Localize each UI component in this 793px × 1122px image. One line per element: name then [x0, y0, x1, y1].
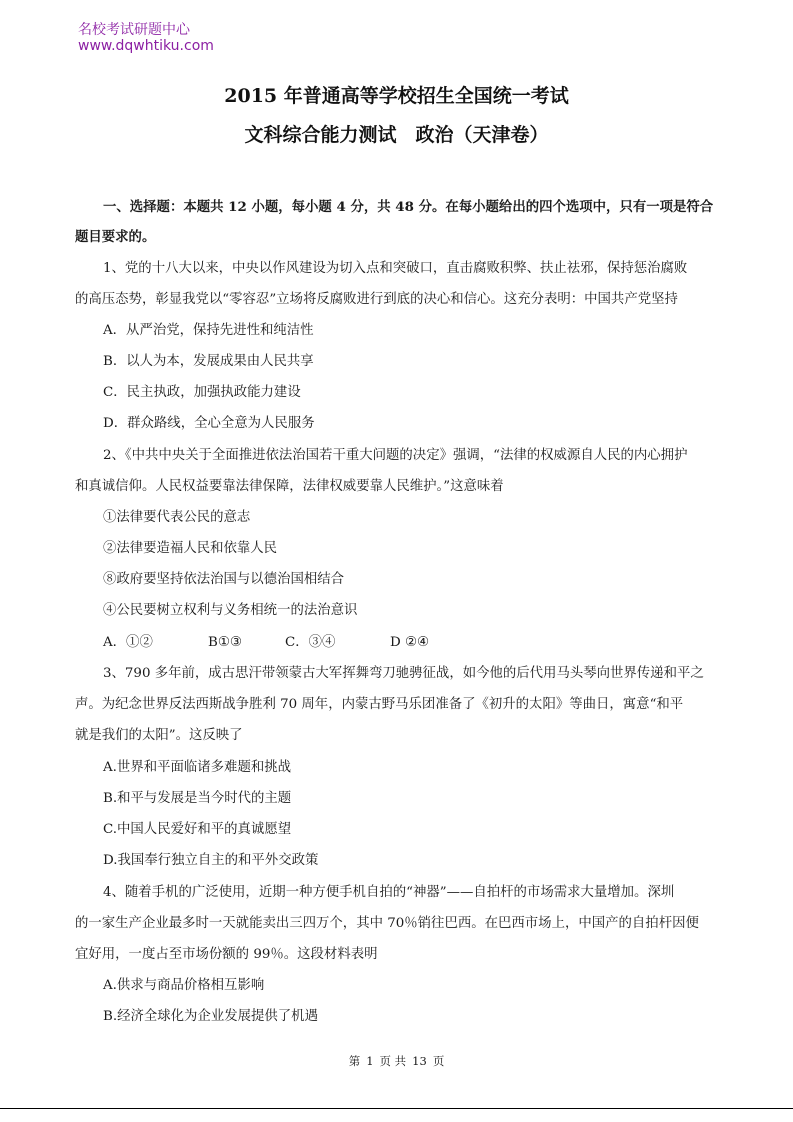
exam-title: 2015 年普通高等学校招生全国统一考试 — [224, 85, 569, 107]
q4-stem-cont: 的一家生产企业最多时一天就能卖出三四万个，其中 70％销往巴西。在巴西市场上，中国产的自拍杆因便 — [75, 916, 699, 931]
q1-option-c: C．民主执政，加强执政能力建设 — [103, 385, 301, 400]
footer-prefix: 第 — [348, 1054, 361, 1068]
q3-option-a: A.世界和平面临诸多难题和挑战 — [103, 760, 292, 775]
page-total: 13 — [412, 1054, 427, 1068]
q2-item-3: ⑧政府要坚持依法治国与以德治国相结合 — [103, 572, 345, 587]
q3-option-c: C.中国人民爱好和平的真诚愿望 — [103, 822, 292, 837]
q3-stem-cont: 声。为纪念世界反法西斯战争胜利 70 周年，内蒙古野马乐团准备了《初升的太阳》等曲日，寓意“和平 — [75, 697, 684, 712]
q2-item-4: ④公民要树立权利与义务相统一的法治意识 — [103, 603, 358, 618]
watermark-url: www.dqwhtiku.com — [78, 38, 214, 54]
page-number: 1 — [366, 1054, 374, 1068]
q4-option-a: A.供求与商品价格相互影响 — [103, 978, 265, 993]
q3-stem-cont2: 就是我们的太阳”。这反映了 — [75, 728, 243, 743]
q3-option-d: D.我国奉行独立自主的和平外交政策 — [103, 853, 319, 868]
q2-option-c: C．③④ — [285, 635, 336, 650]
q1-stem: 1、党的十八大以来，中央以作风建设为切入点和突破口，直击腐败积弊、扶止祛邪，保持惩治腐败 — [103, 261, 688, 276]
q2-option-a: A．①② — [103, 635, 153, 650]
q3-option-b: B.和平与发展是当今时代的主题 — [103, 791, 292, 806]
q2-stem: 2、《中共中央关于全面推进依法治国若干重大问题的决定》强调，“法律的权威源自人民的内心拥护 — [103, 448, 688, 463]
exam-subtitle: 文科综合能力测试 政治（天津卷） — [244, 124, 549, 146]
q1-stem-cont: 的高压态势，彰显我党以“零容忍”立场将反腐败进行到底的决心和信心。这充分表明：中国共产党坚持 — [75, 292, 678, 307]
q4-stem-cont2: 宜好用，一度占至市场份额的 99％。这段材料表明 — [75, 947, 378, 962]
q2-item-1: ①法律要代表公民的意志 — [103, 510, 251, 525]
footer-suffix: 页 — [432, 1054, 445, 1068]
bottom-rule — [0, 1108, 793, 1109]
section-intro: 一、选择题：本题共 12 小题，每小题 4 分，共 48 分。在每小题给出的四个选项中，只有一项是符合 — [103, 199, 714, 215]
q4-option-b: B.经济全球化为企业发展提供了机遇 — [103, 1009, 318, 1024]
q1-option-a: A．从严治党，保持先进性和纯洁性 — [103, 323, 314, 338]
q1-option-d: D．群众路线，全心全意为人民服务 — [103, 416, 315, 431]
footer-middle: 页 共 — [379, 1054, 407, 1068]
q3-stem: 3、790 多年前，成古思汗带领蒙古大军挥舞弯刀驰骋征战，如今他的后代用马头琴向世界传递和平之 — [103, 666, 704, 681]
watermark-line1: 名校考试研题中心 — [78, 22, 190, 38]
q2-item-2: ②法律要造福人民和依靠人民 — [103, 541, 278, 556]
section-intro-cont: 题目要求的。 — [75, 229, 156, 245]
q2-option-d: D ②④ — [390, 635, 430, 650]
page-footer — [0, 1053, 793, 1069]
q4-stem: 4、随着手机的广泛使用，近期一种方便手机自拍的“神器”——自拍杆的市场需求大量增加。深圳 — [103, 885, 675, 900]
q2-stem-cont: 和真诚信仰。人民权益要靠法律保障，法律权威要靠人民维护。”这意味着 — [75, 479, 504, 494]
q1-option-b: B．以人为本，发展成果由人民共享 — [103, 354, 314, 369]
q2-option-b: B①③ — [208, 635, 242, 650]
